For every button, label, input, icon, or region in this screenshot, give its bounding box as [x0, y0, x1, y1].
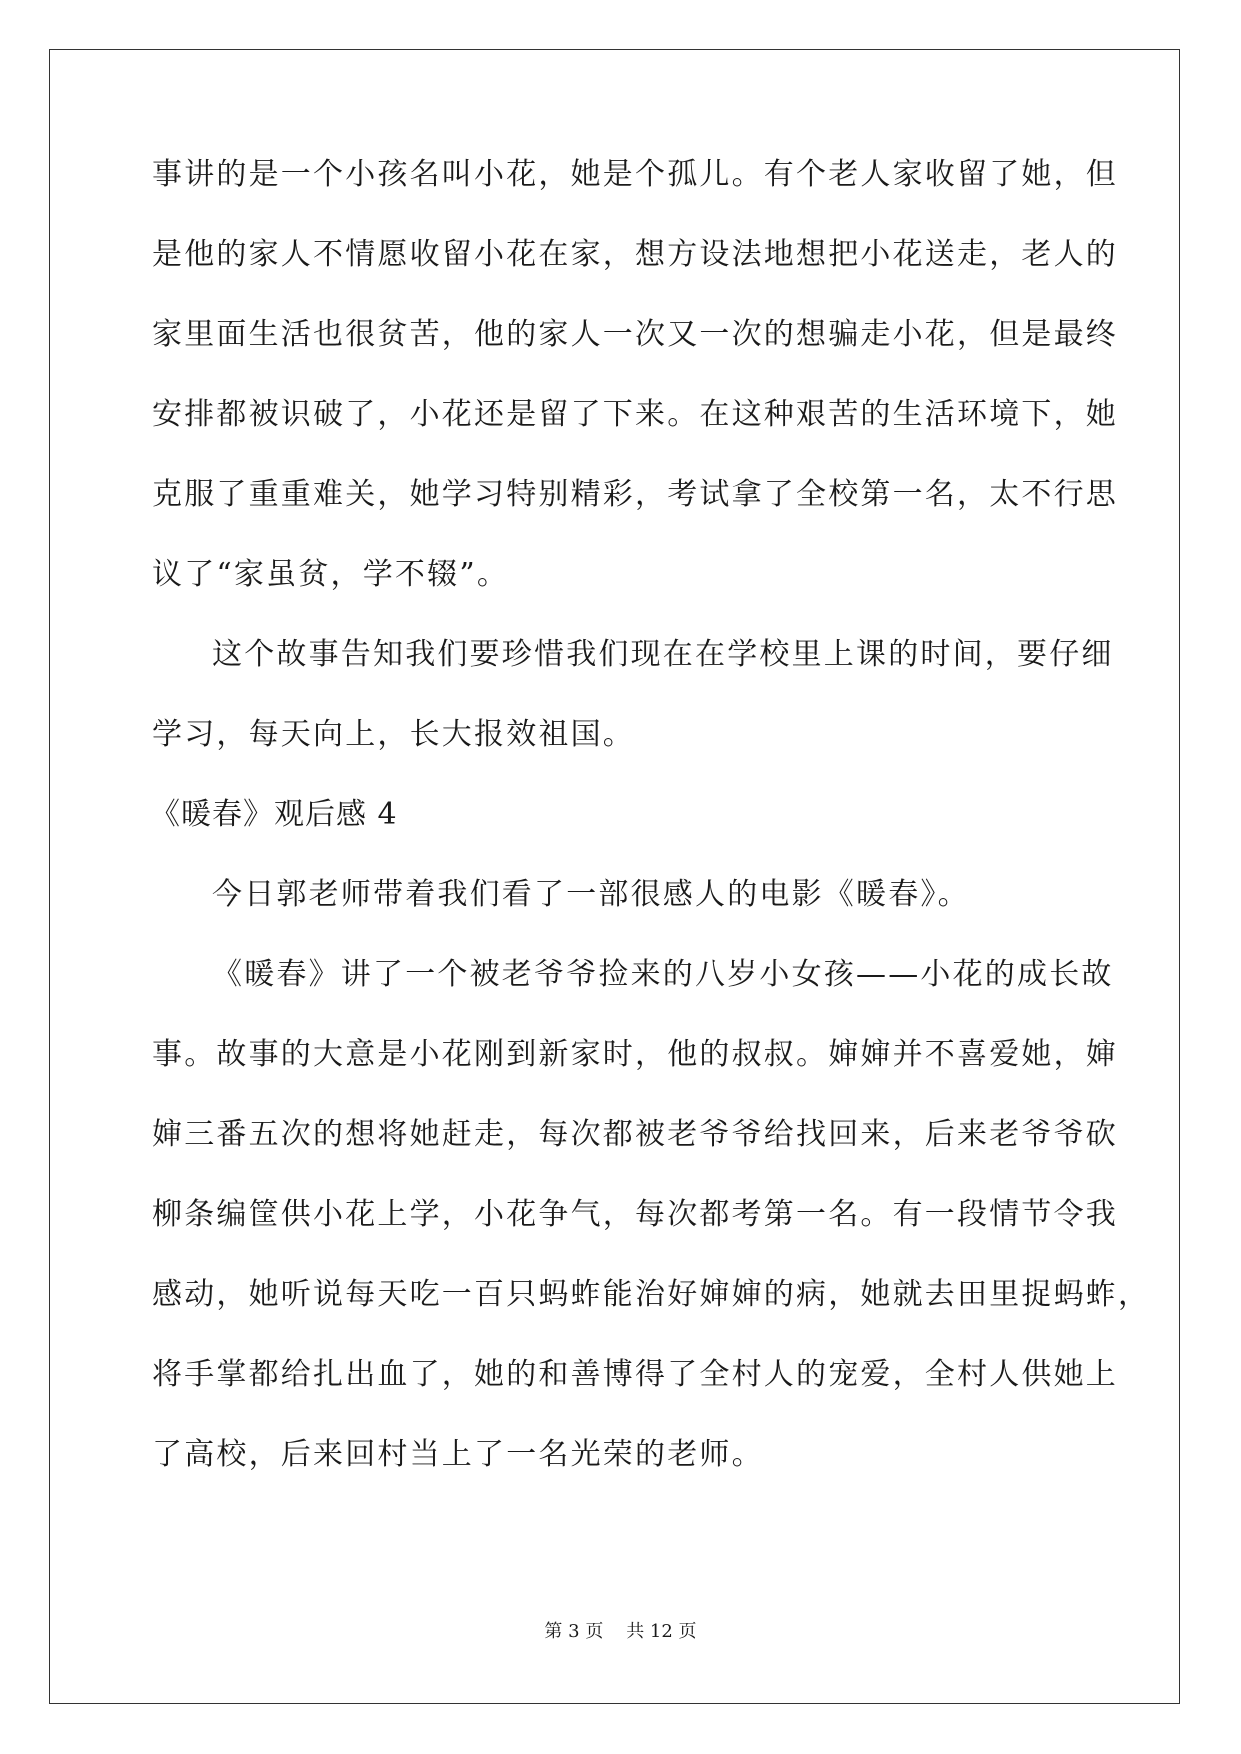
paragraph-line: 议了“家虽贫，学不辍”。: [152, 557, 510, 592]
paragraph-line: 是他的家人不情愿收留小花在家，想方设法地想把小花送走，老人的: [152, 237, 1118, 272]
paragraph-line: 事。故事的大意是小花刚到新家时，他的叔叔。婶婶并不喜爱她，婶: [152, 1037, 1118, 1072]
paragraph-line: 今日郭老师带着我们看了一部很感人的电影《暖春》。: [212, 877, 970, 912]
paragraph-line: 《暖春》讲了一个被老爷爷捡来的八岁小女孩——小花的成长故: [212, 957, 1114, 992]
paragraph-line: 将手掌都给扎出血了，她的和善博得了全村人的宠爱，全村人供她上: [152, 1357, 1118, 1392]
paragraph-line: 这个故事告知我们要珍惜我们现在在学校里上课的时间，要仔细: [212, 637, 1114, 672]
paragraph-line: 柳条编筐供小花上学，小花争气，每次都考第一名。有一段情节令我: [152, 1197, 1118, 1232]
paragraph-line: 婶三番五次的想将她赶走，每次都被老爷爷给找回来，后来老爷爷砍: [152, 1117, 1118, 1152]
paragraph-line: 克服了重重难关，她学习特别精彩，考试拿了全校第一名，太不行思: [152, 477, 1118, 512]
paragraph-line: 安排都被识破了，小花还是留了下来。在这种艰苦的生活环境下，她: [152, 397, 1118, 432]
paragraph-line: 家里面生活也很贫苦，他的家人一次又一次的想骗走小花，但是最终: [152, 317, 1118, 352]
paragraph-line: 学习，每天向上，长大报效祖国。: [152, 717, 635, 752]
paragraph-line: 事讲的是一个小孩名叫小花，她是个孤儿。有个老人家收留了她，但: [152, 157, 1118, 192]
page-footer: 第 3 页 共 12 页: [544, 1621, 697, 1642]
paragraph-line: 了高校，后来回村当上了一名光荣的老师。: [152, 1437, 764, 1472]
paragraph-line: 感动，她听说每天吃一百只蚂蚱能治好婶婶的病，她就去田里捉蚂蚱，: [152, 1277, 1151, 1312]
section-heading: 《暖春》观后感 4: [150, 797, 398, 832]
